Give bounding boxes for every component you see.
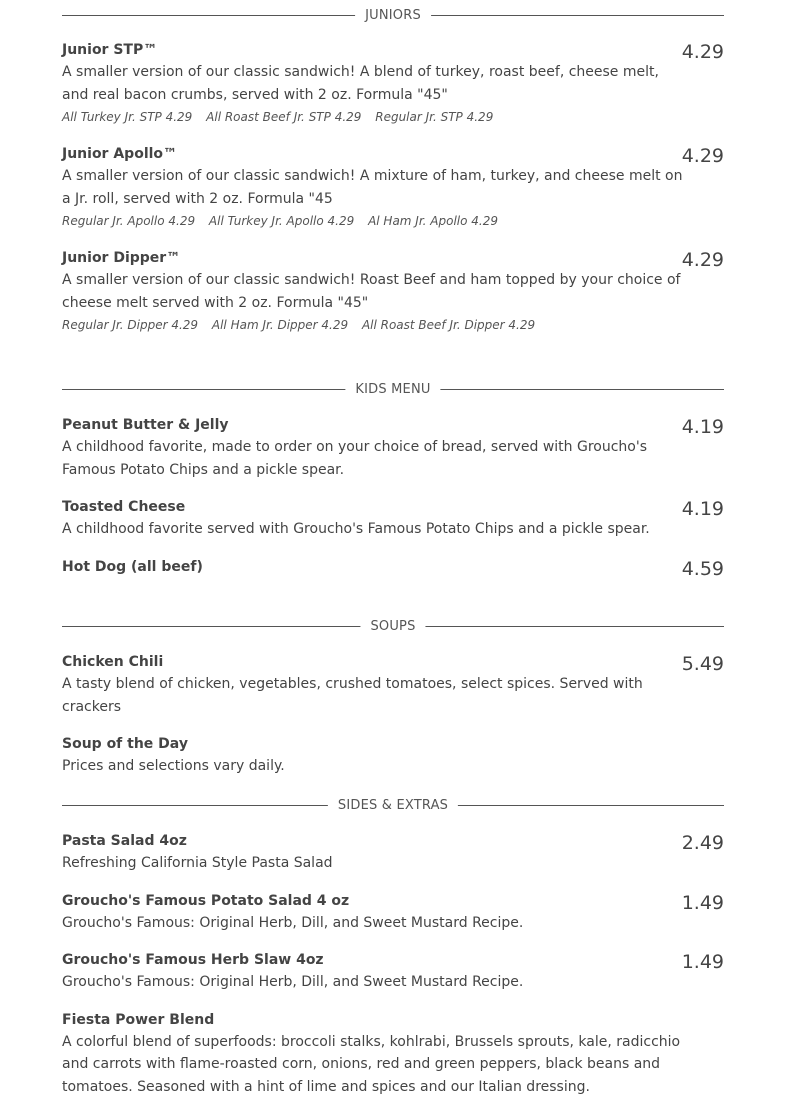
item-name: Peanut Butter & Jelly <box>62 417 229 433</box>
item-name: Groucho's Famous Potato Salad 4 oz <box>62 892 350 909</box>
menu-item <box>62 40 724 127</box>
item-option: All Turkey Jr. STP 4.29 <box>62 110 193 124</box>
item-options <box>62 107 724 127</box>
item-name: Hot Dog (all beef) <box>62 558 203 575</box>
item-name: Groucho's Famous Herb Slaw 4oz <box>62 952 324 968</box>
section-sides-extras <box>62 796 724 1098</box>
section-header <box>62 796 724 816</box>
item-name: Junior STP™ <box>62 42 158 58</box>
item-price: 4.29 <box>681 249 724 271</box>
menu-item <box>62 557 724 580</box>
section-header <box>62 380 724 400</box>
item-name: Fiesta Power Blend <box>62 1011 215 1028</box>
item-price: 4.29 <box>681 41 724 63</box>
item-description: Groucho's Famous: Original Herb, Dill, and Sweet Mustard Recipe. <box>62 914 524 931</box>
item-description: A colorful blend of superfoods: broccoli stalks, kohlrabi, Brussels sprouts, kale, radicchio and carrots with flame-roasted corn, onions, red and green peppers, black beans and tomatoes. Seasoned with a hint of lime and spices and our Italian dressing. <box>62 1033 681 1095</box>
item-option: All Ham Jr. Dipper 4.29 <box>211 318 349 332</box>
item-description: A childhood favorite served with Groucho's Famous Potato Chips and a pickle spear. <box>62 521 650 537</box>
section-title: SOUPS <box>360 617 425 637</box>
section-soups <box>62 617 724 778</box>
item-price: 4.59 <box>681 557 724 580</box>
menu-item <box>62 415 724 481</box>
menu-item <box>62 497 724 541</box>
item-option: Regular Jr. Apollo 4.29 <box>62 214 196 228</box>
item-name: Toasted Cheese <box>62 499 186 515</box>
item-price: 1.49 <box>681 891 724 914</box>
section-header <box>62 6 724 26</box>
menu-item <box>62 831 724 875</box>
menu-item <box>62 891 724 935</box>
menu-item <box>62 734 724 778</box>
item-name: Soup of the Day <box>62 736 188 752</box>
menu-item <box>62 950 724 994</box>
menu-item <box>62 652 724 718</box>
item-options <box>62 211 724 231</box>
item-options <box>62 315 724 335</box>
item-price: 4.29 <box>681 145 724 167</box>
item-description: A smaller version of our classic sandwich! A blend of turkey, roast beef, cheese melt, and real bacon crumbs, served with 2 oz. Formula "45" <box>62 64 659 103</box>
section-kids-menu <box>62 380 724 580</box>
item-price: 4.19 <box>681 416 724 438</box>
menu-item <box>62 248 724 335</box>
section-title: JUNIORS <box>355 6 431 26</box>
menu-item <box>62 1010 724 1099</box>
item-description: A childhood favorite, made to order on your choice of bread, served with Groucho's Famous Potato Chips and a pickle spear. <box>62 439 647 478</box>
item-name: Pasta Salad 4oz <box>62 833 187 849</box>
item-description: A smaller version of our classic sandwich! A mixture of ham, turkey, and cheese melt on a Jr. roll, served with 2 oz. Formula "45 <box>62 168 683 207</box>
item-price: 2.49 <box>681 832 724 854</box>
item-price: 4.19 <box>681 498 724 520</box>
section-title: KIDS MENU <box>345 380 440 400</box>
item-option: All Turkey Jr. Apollo 4.29 <box>208 214 355 228</box>
item-option: Regular Jr. Dipper 4.29 <box>62 318 199 332</box>
item-name: Junior Apollo™ <box>62 146 178 162</box>
item-description: Refreshing California Style Pasta Salad <box>62 855 333 871</box>
item-description: A tasty blend of chicken, vegetables, crushed tomatoes, select spices. Served with crackers <box>62 676 643 715</box>
item-description: Groucho's Famous: Original Herb, Dill, and Sweet Mustard Recipe. <box>62 974 524 990</box>
item-name: Chicken Chili <box>62 654 164 670</box>
item-price: 1.49 <box>681 951 724 973</box>
item-option: Regular Jr. STP 4.29 <box>375 110 494 124</box>
item-description: A smaller version of our classic sandwich! Roast Beef and ham topped by your choice of cheese melt served with 2 oz. Formula "45" <box>62 272 681 311</box>
item-price: 5.49 <box>681 653 724 675</box>
section-juniors <box>62 6 724 335</box>
item-description: Prices and selections vary daily. <box>62 758 285 774</box>
menu-item <box>62 144 724 231</box>
item-option: All Roast Beef Jr. Dipper 4.29 <box>361 318 536 332</box>
section-header <box>62 617 724 637</box>
item-name: Junior Dipper™ <box>62 250 181 266</box>
item-option: Al Ham Jr. Apollo 4.29 <box>368 214 499 228</box>
section-title: SIDES & EXTRAS <box>328 796 458 816</box>
item-option: All Roast Beef Jr. STP 4.29 <box>206 110 362 124</box>
